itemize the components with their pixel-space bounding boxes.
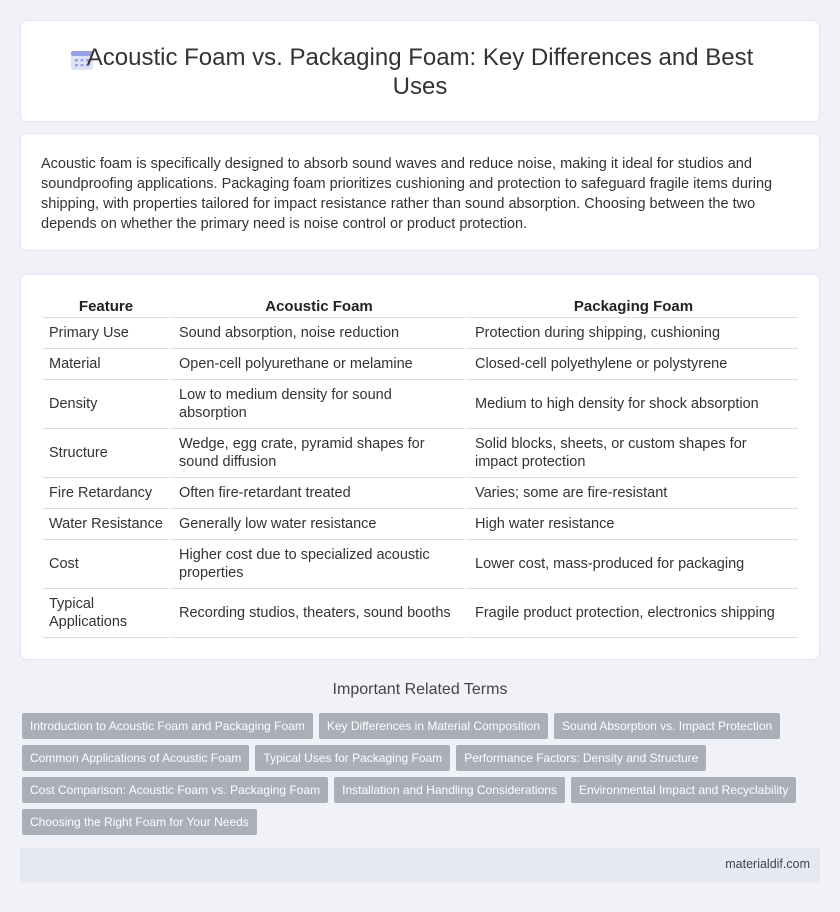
acoustic-cell: Higher cost due to specialized acoustic properties: [169, 540, 465, 589]
packaging-cell: Lower cost, mass-produced for packaging: [465, 540, 798, 589]
packaging-cell: Varies; some are fire-resistant: [465, 478, 798, 509]
intro-paragraph: Acoustic foam is specifically designed to absorb sound waves and reduce noise, making it ideal for studios and soundproofing applications. Packaging foam prioritizes cushioning and protection to safeguard fragile items during shipping, with properties tailored for impact resistance rather than sound absorption. Choosing between the two depends on whether the primary need is noise control or product protection.: [41, 156, 773, 232]
table-row: [43, 478, 798, 509]
intro-card: [20, 133, 820, 251]
feature-cell: Material: [43, 349, 169, 380]
packaging-cell: High water resistance: [465, 509, 798, 540]
packaging-cell: Fragile product protection, electronics shipping: [465, 589, 798, 638]
feature-cell: Density: [43, 380, 169, 429]
table-row: [43, 318, 798, 349]
related-term-tag[interactable]: Environmental Impact and Recyclability: [571, 777, 796, 803]
footer: [20, 848, 820, 882]
header-packaging-foam: Packaging Foam: [465, 295, 798, 318]
table-row: [43, 349, 798, 380]
page-title: Acoustic Foam vs. Packaging Foam: Key Differences and Best Uses: [86, 44, 754, 100]
related-terms-heading: Important Related Terms: [332, 681, 508, 698]
feature-cell: Fire Retardancy: [43, 478, 169, 509]
table-row: [43, 429, 798, 478]
related-term-tag[interactable]: Performance Factors: Density and Structure: [456, 745, 706, 771]
packaging-cell: Protection during shipping, cushioning: [465, 318, 798, 349]
feature-cell: Water Resistance: [43, 509, 169, 540]
header-feature: Feature: [43, 295, 169, 318]
related-term-tag[interactable]: Sound Absorption vs. Impact Protection: [554, 713, 780, 739]
feature-cell: Typical Applications: [43, 589, 169, 638]
footer-site-name[interactable]: materialdif.com: [725, 857, 810, 871]
feature-cell: Structure: [43, 429, 169, 478]
table-row: [43, 380, 798, 429]
table-header-row: [43, 295, 798, 318]
packaging-cell: Solid blocks, sheets, or custom shapes for impact protection: [465, 429, 798, 478]
acoustic-cell: Wedge, egg crate, pyramid shapes for sound diffusion: [169, 429, 465, 478]
packaging-cell: Closed-cell polyethylene or polystyrene: [465, 349, 798, 380]
related-term-tag[interactable]: Introduction to Acoustic Foam and Packaging Foam: [22, 713, 313, 739]
table-row: [43, 509, 798, 540]
acoustic-cell: Recording studios, theaters, sound booths: [169, 589, 465, 638]
related-term-tag[interactable]: Choosing the Right Foam for Your Needs: [22, 809, 257, 835]
comparison-table: [43, 295, 798, 638]
header-acoustic-foam: Acoustic Foam: [169, 295, 465, 318]
related-term-tag[interactable]: Cost Comparison: Acoustic Foam vs. Packaging Foam: [22, 777, 328, 803]
related-term-tag[interactable]: Key Differences in Material Composition: [319, 713, 548, 739]
feature-cell: Cost: [43, 540, 169, 589]
table-row: [43, 589, 798, 638]
related-term-tag[interactable]: Installation and Handling Considerations: [334, 777, 565, 803]
table-row: [43, 540, 798, 589]
acoustic-cell: Low to medium density for sound absorption: [169, 380, 465, 429]
acoustic-cell: Generally low water resistance: [169, 509, 465, 540]
related-terms-list: [22, 713, 812, 835]
packaging-cell: Medium to high density for shock absorption: [465, 380, 798, 429]
header-card: [20, 20, 820, 122]
related-term-tag[interactable]: Typical Uses for Packaging Foam: [255, 745, 450, 771]
acoustic-cell: Open-cell polyurethane or melamine: [169, 349, 465, 380]
related-term-tag[interactable]: Common Applications of Acoustic Foam: [22, 745, 249, 771]
feature-cell: Primary Use: [43, 318, 169, 349]
acoustic-cell: Sound absorption, noise reduction: [169, 318, 465, 349]
comparison-table-card: [20, 274, 820, 660]
acoustic-cell: Often fire-retardant treated: [169, 478, 465, 509]
